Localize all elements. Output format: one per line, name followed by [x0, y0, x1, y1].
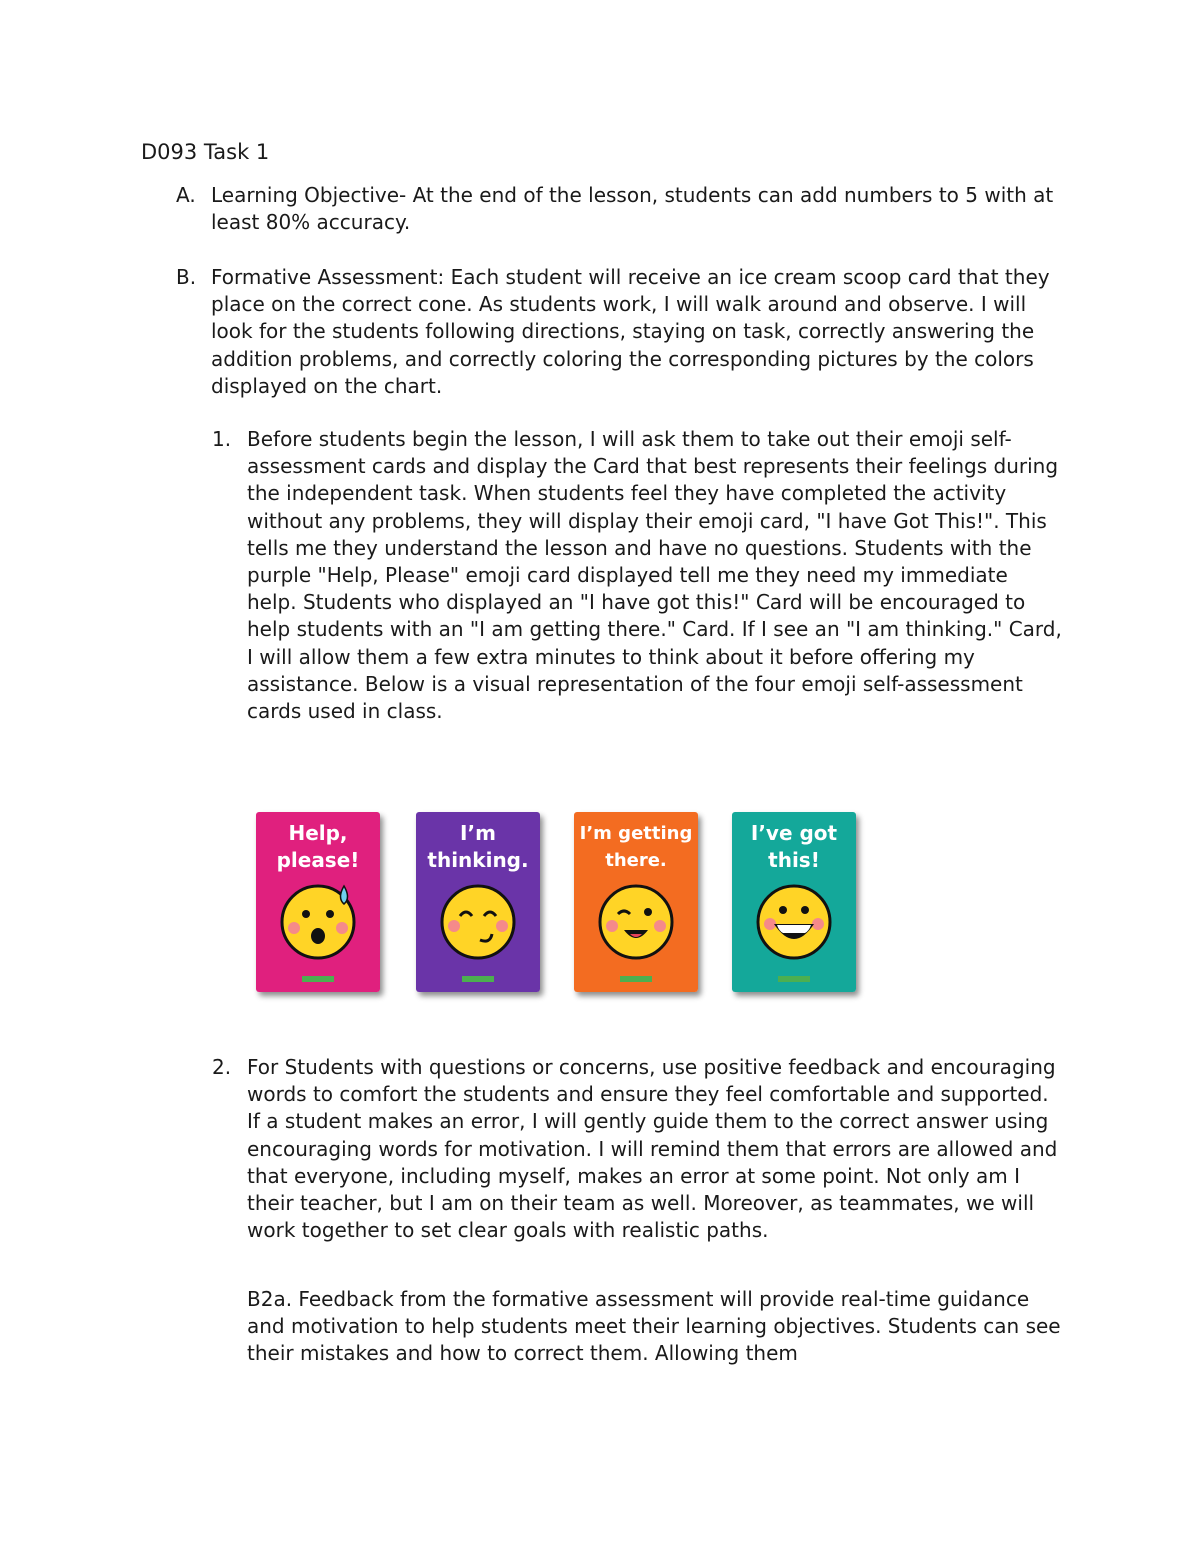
item-2-text: For Students with questions or concerns, use positive feedback and encouraging words to comfort the students and ensure they feel comfortable and supported. If a student makes an error, I will gently guide them to the correct answer using encouraging words for motivation. I will remind them that errors are allowed and that everyone, including myself, makes an error at some point. Not only am I their teacher, but I am on their team as well. Moreover, as teammates, we will work together to set clear goals with realistic paths.: [247, 1055, 1058, 1243]
b2a-paragraph: B2a. Feedback from the formative assessment will provide real-time guidance and motivation to help students meet their learning objectives. Students can see their mistakes and how to correct them. Allowing them: [247, 1287, 1061, 1366]
item-1-label: 1.: [212, 427, 232, 451]
section-a-label: A.: [176, 183, 196, 207]
card-4-line-2: this!: [768, 848, 820, 872]
card-4-line-1: I’ve got: [750, 821, 838, 845]
card-3-line-1: I’m getting: [579, 823, 693, 844]
card-1-line-2: please!: [276, 848, 360, 872]
item-2-label: 2.: [212, 1055, 232, 1079]
card-2-line-1: I’m: [460, 821, 496, 845]
card-1-line-1: Help,: [288, 821, 348, 845]
emoji-card-getting-there: [574, 812, 698, 992]
document-title: D093 Task 1: [141, 140, 270, 164]
card-3-line-2: there.: [605, 850, 667, 871]
section-b-label: B.: [176, 265, 197, 289]
card-2-line-2: thinking.: [427, 848, 529, 872]
item-1-text: Before students begin the lesson, I will ask them to take out their emoji self-assessment cards and display the Card that best represents their feelings during the independent task. When students feel they have completed the activity without any problems, they will display their emoji card, "I have Got This!". This tells me they understand the lesson and have no questions. Students with the purple "Help, Please" emoji card displayed tell me they need my immediate help. Students who displayed an "I have got this!" Card will be encouraged to help students with an "I am getting there." Card. If I see an "I am thinking." Card, I will allow them a few extra minutes to think about it before offering my assistance. Below is a visual representation of the four emoji self-assessment cards used in class.: [247, 427, 1062, 724]
emoji-card-help-please: [256, 812, 380, 992]
formative-assessment-text: Formative Assessment: Each student will receive an ice cream scoop card that they place on the correct cone. As students work, I will walk around and observe. I will look for the students following directions, staying on task, correctly answering the addition problems, and correctly coloring the corresponding pictures by the colors displayed on the chart.: [211, 265, 1050, 398]
learning-objective-text: Learning Objective- At the end of the lesson, students can add numbers to 5 with at least 80% accuracy.: [211, 183, 1054, 235]
emoji-card-got-this: [732, 812, 856, 992]
emoji-card-thinking: [416, 812, 540, 992]
emoji-card-figure: [256, 812, 866, 1002]
